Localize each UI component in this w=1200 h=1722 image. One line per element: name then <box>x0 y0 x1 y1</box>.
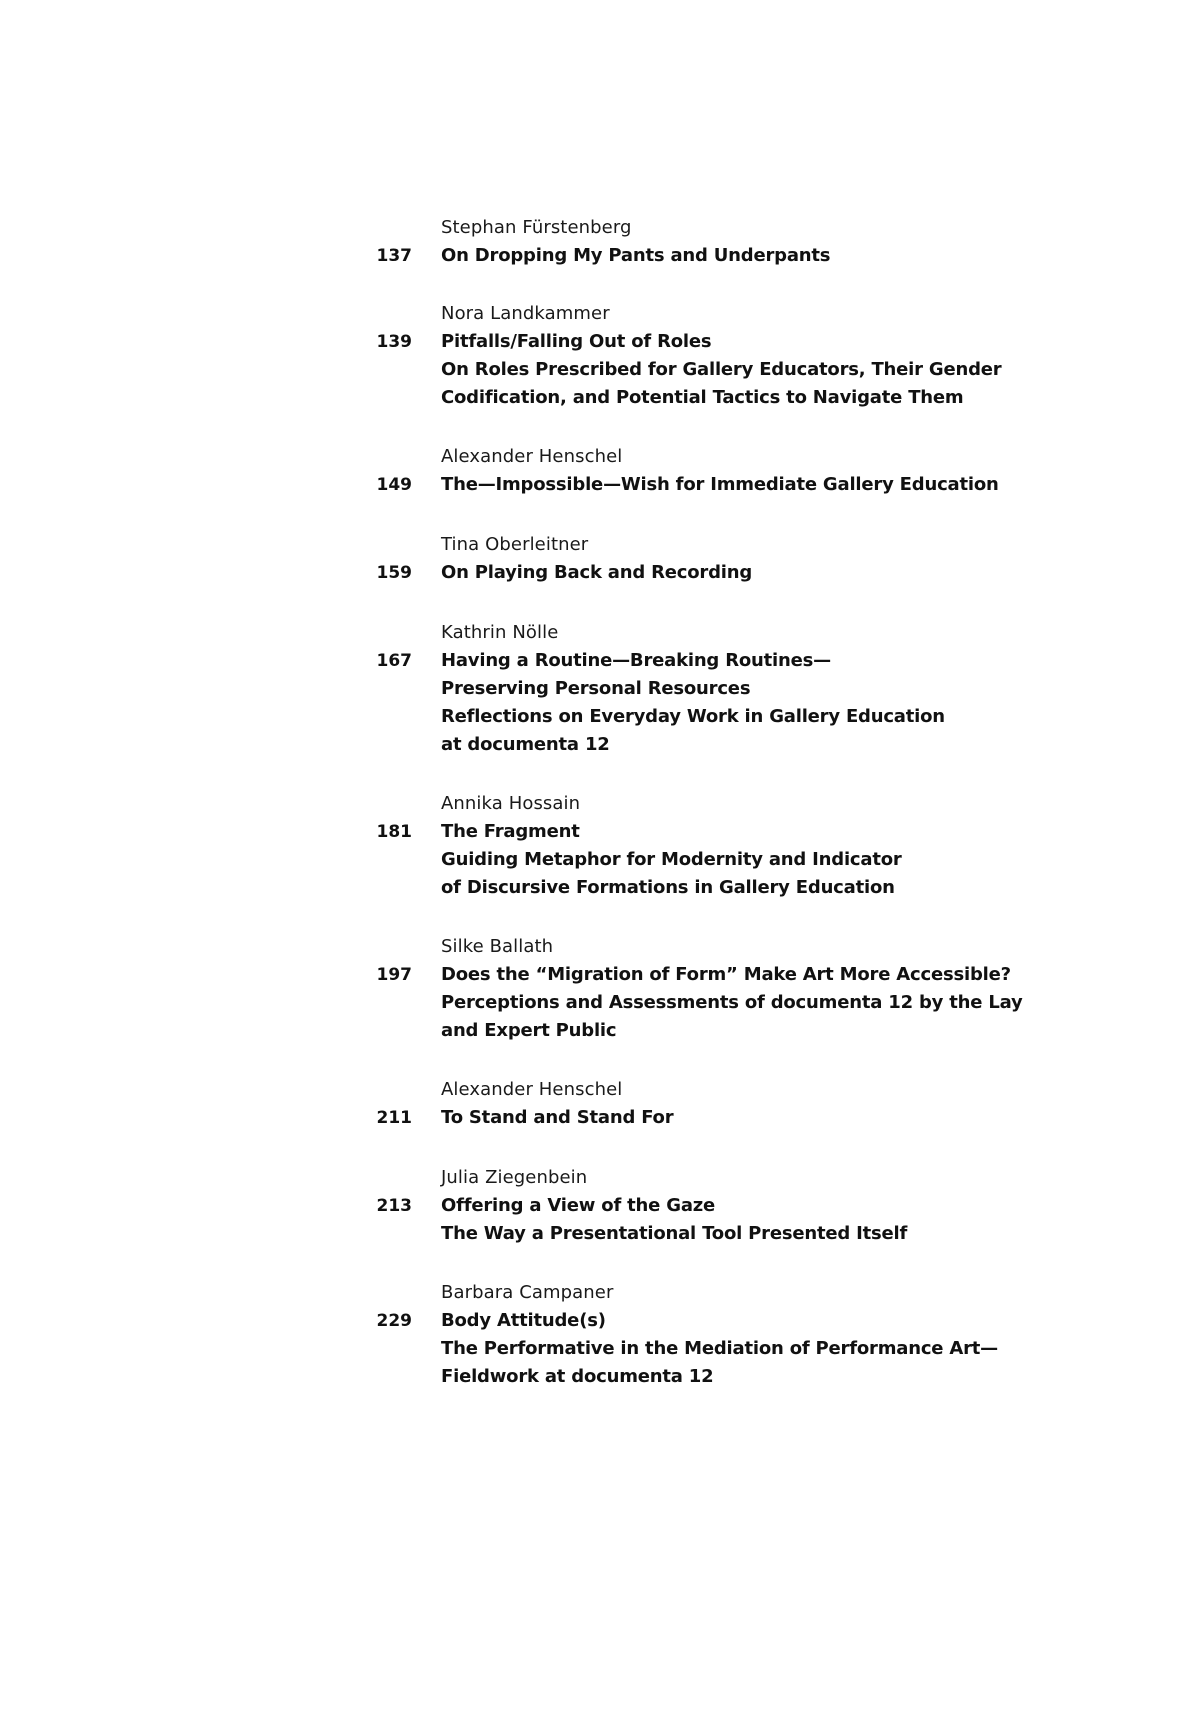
entry-title: On Playing Back and Recording <box>441 562 753 583</box>
entry-title: Does the “Migration of Form” Make Art More Accessible? <box>441 964 1011 985</box>
page-number: 181 <box>376 822 412 842</box>
page-number: 139 <box>376 332 412 352</box>
entry-subtitle-line: The Performative in the Mediation of Performance Art— <box>441 1338 998 1359</box>
entry-title: Pitfalls/Falling Out of Roles <box>441 331 712 352</box>
author-name: Nora Landkammer <box>441 303 610 324</box>
page-number: 137 <box>376 246 412 266</box>
author-name: Julia Ziegenbein <box>441 1167 588 1188</box>
page-number: 229 <box>376 1311 412 1331</box>
entry-title: To Stand and Stand For <box>441 1107 674 1128</box>
page-number: 149 <box>376 475 412 495</box>
author-name: Annika Hossain <box>441 793 581 814</box>
entry-subtitle-line: Fieldwork at documenta 12 <box>441 1366 714 1387</box>
page-number: 213 <box>376 1196 412 1216</box>
author-name: Tina Oberleitner <box>441 534 589 555</box>
author-name: Barbara Campaner <box>441 1282 614 1303</box>
entry-title: Body Attitude(s) <box>441 1310 606 1331</box>
entry-subtitle-line: On Roles Prescribed for Gallery Educators, Their Gender <box>441 359 1002 380</box>
entry-title-line: Preserving Personal Resources <box>441 678 751 699</box>
entry-subtitle-line: Reflections on Everyday Work in Gallery Education <box>441 706 945 727</box>
author-name: Silke Ballath <box>441 936 554 957</box>
author-name: Stephan Fürstenberg <box>441 217 632 238</box>
entry-subtitle-line: Perceptions and Assessments of documenta 12 by the Lay <box>441 992 1023 1013</box>
author-name: Alexander Henschel <box>441 1079 623 1100</box>
entry-title: Offering a View of the Gaze <box>441 1195 716 1216</box>
author-name: Kathrin Nölle <box>441 622 559 643</box>
entry-subtitle-line: at documenta 12 <box>441 734 610 755</box>
page-number: 167 <box>376 651 412 671</box>
entry-subtitle-line: Codification, and Potential Tactics to Navigate Them <box>441 387 964 408</box>
author-name: Alexander Henschel <box>441 446 623 467</box>
entry-subtitle-line: Guiding Metaphor for Modernity and Indicator <box>441 849 902 870</box>
entry-subtitle-line: of Discursive Formations in Gallery Education <box>441 877 895 898</box>
entry-title: The—Impossible—Wish for Immediate Gallery Education <box>441 474 999 495</box>
entry-title: The Fragment <box>441 821 580 842</box>
page-number: 211 <box>376 1108 412 1128</box>
page-number: 197 <box>376 965 412 985</box>
entry-title: On Dropping My Pants and Underpants <box>441 245 831 266</box>
entry-title: Having a Routine—Breaking Routines— <box>441 650 831 671</box>
entry-subtitle-line: and Expert Public <box>441 1020 617 1041</box>
entry-subtitle-line: The Way a Presentational Tool Presented Itself <box>441 1223 908 1244</box>
page-number: 159 <box>376 563 412 583</box>
